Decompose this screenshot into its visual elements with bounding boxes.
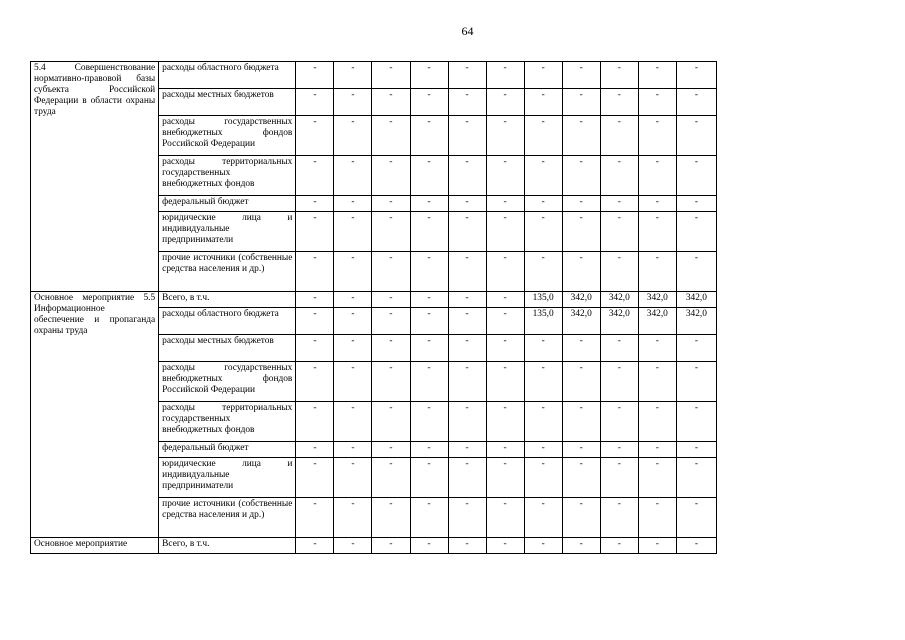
value-cell: - (562, 362, 600, 402)
value-cell: - (562, 252, 600, 292)
budget-table (30, 61, 717, 554)
value-cell: - (296, 252, 334, 292)
value-cell: - (486, 308, 524, 335)
funding-source-cell: расходы государственных внебюджетных фондов Российской Федерации (159, 116, 296, 156)
value-cell: - (524, 196, 562, 212)
value-cell: - (638, 538, 676, 554)
value-cell: - (334, 89, 372, 116)
value-cell: - (562, 402, 600, 442)
value-cell: - (372, 252, 410, 292)
value-cell: - (486, 196, 524, 212)
value-cell: - (638, 335, 676, 362)
value-cell: - (372, 362, 410, 402)
value-cell: - (676, 212, 716, 252)
funding-source-cell: расходы областного бюджета (159, 308, 296, 335)
value-cell: - (334, 538, 372, 554)
value-cell: - (562, 335, 600, 362)
value-cell: - (676, 362, 716, 402)
value-cell: - (334, 402, 372, 442)
value-cell: - (524, 402, 562, 442)
funding-source-cell: Всего, в т.ч. (159, 538, 296, 554)
value-cell: - (410, 362, 448, 402)
value-cell: - (410, 89, 448, 116)
value-cell: - (676, 156, 716, 196)
value-cell: - (410, 458, 448, 498)
value-cell: - (486, 252, 524, 292)
funding-source-cell: расходы государственных внебюджетных фондов Российской Федерации (159, 362, 296, 402)
value-cell: - (448, 458, 486, 498)
value-cell: - (600, 442, 638, 458)
value-cell: - (296, 212, 334, 252)
value-cell: - (296, 498, 334, 538)
value-cell: - (676, 498, 716, 538)
value-cell: - (676, 458, 716, 498)
value-cell: - (676, 196, 716, 212)
value-cell: - (486, 538, 524, 554)
value-cell: - (372, 538, 410, 554)
value-cell: - (486, 156, 524, 196)
value-cell: - (410, 308, 448, 335)
funding-source-cell: расходы территориальных государственных внебюджетных фондов (159, 156, 296, 196)
value-cell: - (600, 335, 638, 362)
value-cell: - (524, 442, 562, 458)
value-cell: 342,0 (562, 292, 600, 308)
value-cell: - (372, 308, 410, 335)
value-cell: - (334, 196, 372, 212)
table-row (31, 538, 717, 554)
value-cell: - (600, 89, 638, 116)
value-cell: - (334, 458, 372, 498)
value-cell: - (448, 212, 486, 252)
value-cell: - (448, 196, 486, 212)
value-cell: - (448, 116, 486, 156)
value-cell: - (410, 442, 448, 458)
funding-source-cell: прочие источники (собственные средства населения и др.) (159, 498, 296, 538)
value-cell: - (524, 335, 562, 362)
value-cell: - (296, 458, 334, 498)
value-cell: - (448, 62, 486, 89)
funding-source-cell: Всего, в т.ч. (159, 292, 296, 308)
value-cell: - (448, 362, 486, 402)
value-cell: - (600, 156, 638, 196)
value-cell: - (638, 212, 676, 252)
value-cell: - (448, 156, 486, 196)
value-cell: - (334, 335, 372, 362)
value-cell: - (372, 335, 410, 362)
value-cell: - (334, 308, 372, 335)
value-cell: - (372, 116, 410, 156)
value-cell: - (372, 458, 410, 498)
value-cell: - (562, 89, 600, 116)
value-cell: - (334, 498, 372, 538)
value-cell: - (372, 498, 410, 538)
value-cell: - (372, 402, 410, 442)
table-body (31, 62, 717, 554)
value-cell: - (486, 62, 524, 89)
value-cell: - (638, 402, 676, 442)
value-cell: - (486, 498, 524, 538)
value-cell: - (410, 538, 448, 554)
value-cell: - (600, 538, 638, 554)
value-cell: - (562, 212, 600, 252)
value-cell: - (676, 538, 716, 554)
value-cell: - (296, 156, 334, 196)
value-cell: - (410, 212, 448, 252)
value-cell: - (296, 116, 334, 156)
value-cell: - (296, 362, 334, 402)
value-cell: 342,0 (562, 308, 600, 335)
value-cell: - (296, 62, 334, 89)
value-cell: - (448, 335, 486, 362)
value-cell: - (562, 62, 600, 89)
value-cell: - (524, 156, 562, 196)
value-cell: - (524, 62, 562, 89)
value-cell: - (638, 116, 676, 156)
value-cell: - (486, 458, 524, 498)
value-cell: - (524, 362, 562, 402)
value-cell: - (638, 89, 676, 116)
funding-source-cell: прочие источники (собственные средства населения и др.) (159, 252, 296, 292)
value-cell: - (296, 442, 334, 458)
value-cell: - (486, 442, 524, 458)
value-cell: - (448, 442, 486, 458)
funding-source-cell: юридические лица и индивидуальные предприниматели (159, 212, 296, 252)
value-cell: - (600, 196, 638, 212)
value-cell: - (448, 89, 486, 116)
value-cell: - (372, 196, 410, 212)
value-cell: 342,0 (676, 292, 716, 308)
funding-source-cell: расходы местных бюджетов (159, 89, 296, 116)
value-cell: - (676, 116, 716, 156)
value-cell: 342,0 (600, 292, 638, 308)
value-cell: - (676, 62, 716, 89)
value-cell: - (410, 335, 448, 362)
value-cell: - (448, 252, 486, 292)
value-cell: - (600, 252, 638, 292)
value-cell: - (372, 156, 410, 196)
value-cell: - (600, 62, 638, 89)
value-cell: - (638, 442, 676, 458)
value-cell: - (410, 156, 448, 196)
activity-cell: 5.4 Совершенствование нормативно-правовой базы субъекта Российской Федерации в области охраны труда (31, 62, 159, 292)
page-number: 64 (461, 24, 474, 38)
value-cell: - (562, 196, 600, 212)
value-cell: - (410, 196, 448, 212)
value-cell: - (600, 458, 638, 498)
value-cell: - (524, 498, 562, 538)
funding-source-cell: федеральный бюджет (159, 196, 296, 212)
table-row (31, 292, 717, 308)
value-cell: - (562, 538, 600, 554)
value-cell: - (296, 89, 334, 116)
value-cell: - (562, 458, 600, 498)
value-cell: - (638, 362, 676, 402)
funding-source-cell: расходы местных бюджетов (159, 335, 296, 362)
value-cell: - (448, 538, 486, 554)
value-cell: - (524, 212, 562, 252)
value-cell: - (676, 89, 716, 116)
value-cell: - (600, 116, 638, 156)
funding-source-cell: расходы областного бюджета (159, 62, 296, 89)
value-cell: 342,0 (638, 308, 676, 335)
value-cell: - (372, 62, 410, 89)
value-cell: - (296, 402, 334, 442)
value-cell: 135,0 (524, 292, 562, 308)
value-cell: - (562, 498, 600, 538)
value-cell: - (600, 212, 638, 252)
value-cell: - (486, 402, 524, 442)
value-cell: - (410, 402, 448, 442)
value-cell: - (334, 212, 372, 252)
funding-source-cell: юридические лица и индивидуальные предприниматели (159, 458, 296, 498)
value-cell: 135,0 (524, 308, 562, 335)
value-cell: - (638, 196, 676, 212)
value-cell: - (410, 252, 448, 292)
value-cell: 342,0 (638, 292, 676, 308)
value-cell: - (334, 62, 372, 89)
value-cell: - (676, 402, 716, 442)
value-cell: - (296, 538, 334, 554)
funding-source-cell: федеральный бюджет (159, 442, 296, 458)
value-cell: - (524, 252, 562, 292)
value-cell: 342,0 (676, 308, 716, 335)
value-cell: - (448, 308, 486, 335)
value-cell: - (296, 335, 334, 362)
value-cell: - (372, 442, 410, 458)
value-cell: - (296, 292, 334, 308)
value-cell: - (486, 362, 524, 402)
value-cell: - (600, 498, 638, 538)
value-cell: - (486, 89, 524, 116)
value-cell: - (372, 89, 410, 116)
value-cell: - (562, 442, 600, 458)
value-cell: - (296, 308, 334, 335)
value-cell: - (448, 498, 486, 538)
value-cell: - (372, 212, 410, 252)
value-cell: 342,0 (600, 308, 638, 335)
value-cell: - (600, 402, 638, 442)
value-cell: - (334, 116, 372, 156)
value-cell: - (334, 252, 372, 292)
value-cell: - (486, 212, 524, 252)
value-cell: - (600, 362, 638, 402)
value-cell: - (448, 292, 486, 308)
value-cell: - (372, 292, 410, 308)
value-cell: - (524, 458, 562, 498)
value-cell: - (562, 156, 600, 196)
value-cell: - (638, 252, 676, 292)
value-cell: - (296, 196, 334, 212)
value-cell: - (334, 442, 372, 458)
funding-source-cell: расходы территориальных государственных внебюджетных фондов (159, 402, 296, 442)
value-cell: - (638, 458, 676, 498)
value-cell: - (334, 156, 372, 196)
value-cell: - (562, 116, 600, 156)
table-row (31, 62, 717, 89)
value-cell: - (410, 498, 448, 538)
value-cell: - (410, 62, 448, 89)
value-cell: - (524, 116, 562, 156)
activity-cell: Основное мероприятие 5.5 Информационное обеспечение и пропаганда охраны труда (31, 292, 159, 538)
value-cell: - (676, 442, 716, 458)
activity-cell: Основное мероприятие (31, 538, 159, 554)
value-cell: - (410, 292, 448, 308)
value-cell: - (676, 335, 716, 362)
value-cell: - (638, 498, 676, 538)
value-cell: - (334, 292, 372, 308)
value-cell: - (676, 252, 716, 292)
value-cell: - (334, 362, 372, 402)
value-cell: - (410, 116, 448, 156)
value-cell: - (486, 335, 524, 362)
value-cell: - (486, 116, 524, 156)
value-cell: - (486, 292, 524, 308)
value-cell: - (524, 89, 562, 116)
value-cell: - (638, 62, 676, 89)
value-cell: - (638, 156, 676, 196)
value-cell: - (448, 402, 486, 442)
value-cell: - (524, 538, 562, 554)
